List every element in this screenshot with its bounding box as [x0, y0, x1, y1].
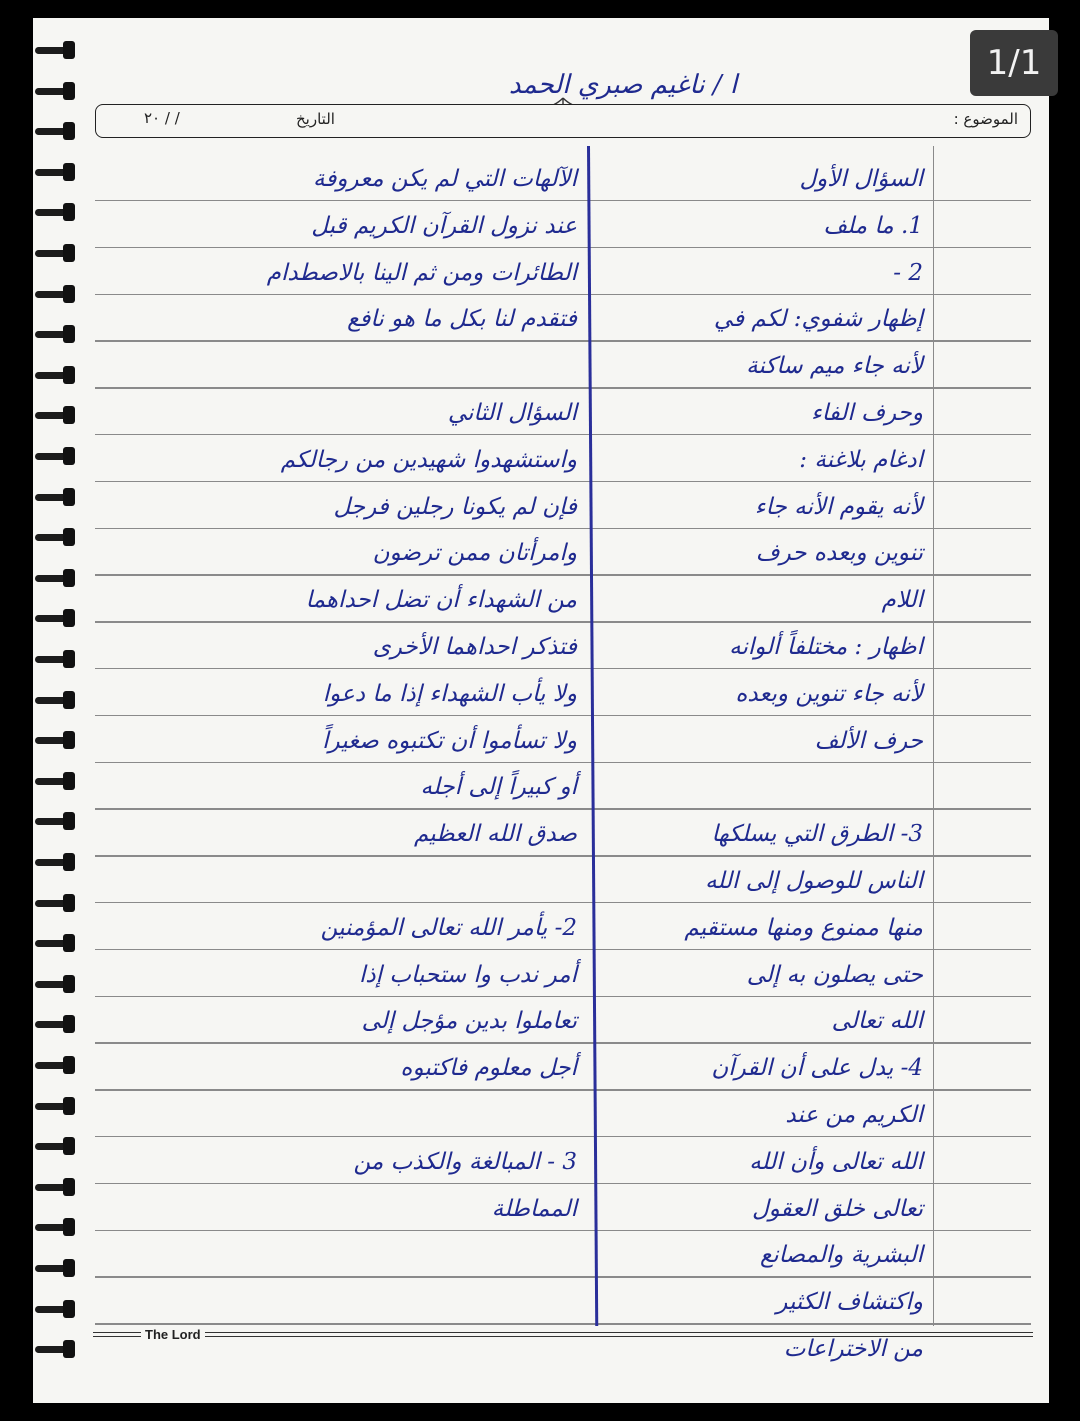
spiral-coil	[35, 282, 77, 308]
handwritten-line: الله تعالى وأن الله	[749, 1148, 923, 1175]
handwritten-line: ولا تسأموا أن تكتبوه صغيراً	[322, 727, 577, 754]
right-margin-line	[933, 146, 934, 1326]
handwritten-line: إظهار شفوي: لكم في	[713, 306, 923, 333]
handwritten-line: 2- يأمر الله تعالى المؤمنين	[320, 914, 577, 941]
spiral-coil	[35, 241, 77, 267]
spiral-coil	[35, 38, 77, 64]
spiral-coil	[35, 322, 77, 348]
date-label: التاريخ	[296, 110, 335, 128]
spiral-coil	[35, 160, 77, 186]
spiral-coil	[35, 1053, 77, 1079]
handwritten-line: وامرأتان ممن ترضون	[372, 540, 577, 567]
spiral-coil	[35, 809, 77, 835]
handwritten-line: لأنه جاء تنوين وبعده	[735, 680, 923, 707]
handwritten-line: السؤال الأول	[799, 166, 923, 192]
handwritten-line: حتى يصلون به إلى	[746, 961, 923, 988]
spiral-coil	[35, 363, 77, 389]
date-field: / / ٢٠	[144, 109, 180, 127]
spiral-coil	[35, 1215, 77, 1241]
footer-rule	[93, 1332, 141, 1337]
spiral-coil	[35, 769, 77, 795]
handwritten-line: 4- يدل على أن القرآن	[711, 1055, 923, 1082]
handwritten-line: ولا يأب الشهداء إذا ما دعوا	[322, 680, 577, 707]
handwritten-line: اللام	[881, 587, 923, 614]
handwritten-line: تنوين وبعده حرف	[755, 540, 923, 567]
spiral-coil	[35, 1134, 77, 1160]
handwritten-line: تعالى خلق العقول	[751, 1195, 923, 1222]
subject-label: الموضوع :	[953, 110, 1018, 128]
handwritten-line: 3- الطرق التي يسلكها	[711, 821, 923, 848]
spiral-coil	[35, 119, 77, 145]
spiral-coil	[35, 891, 77, 917]
handwritten-line: منها ممنوع ومنها مستقيم	[684, 914, 923, 941]
handwritten-line: البشرية والمصانع	[760, 1242, 923, 1269]
handwritten-line: الطائرات ومن ثم الينا بالاصطدام	[266, 259, 577, 286]
notebook-page	[33, 18, 1049, 1403]
spiral-coil	[35, 1337, 77, 1363]
handwritten-line: حرف الألف	[814, 727, 923, 754]
spiral-coil	[35, 931, 77, 957]
handwritten-line: وحرف الفاء	[810, 399, 923, 426]
handwritten-line	[103, 1092, 583, 1139]
handwritten-line: لأنه يقوم الأنه جاء	[754, 493, 923, 520]
spiral-coil	[35, 688, 77, 714]
spiral-coil	[35, 1256, 77, 1282]
handwritten-line: الناس للوصول إلى الله	[705, 867, 923, 894]
handwritten-line	[593, 764, 933, 811]
handwritten-line: 1. ما ملف	[823, 212, 923, 239]
spiral-coil	[35, 566, 77, 592]
spiral-coil	[35, 850, 77, 876]
handwritten-line: السؤال الثاني	[447, 399, 577, 426]
brand-label: The Lord	[145, 1326, 201, 1342]
handwritten-line: أجل معلوم فاكتبوه	[400, 1055, 577, 1082]
handwritten-line: 2 -	[893, 259, 923, 286]
handwritten-line: اظهار : مختلفاً ألوانه	[729, 633, 923, 660]
handwritten-line: المماطلة	[491, 1195, 577, 1222]
handwritten-line	[103, 858, 583, 905]
handwritten-line: ادغام بلاغنة :	[799, 446, 923, 473]
spiral-binding	[33, 38, 81, 1398]
handwritten-line: فتقدم لنا بكل ما هو نافع	[347, 306, 577, 333]
handwritten-line: فإن لم يكونا رجلين فرجل	[333, 493, 577, 520]
brand-footer	[93, 1324, 1033, 1344]
handwritten-line: تعاملوا بدين مؤجل إلى	[361, 1008, 577, 1035]
handwritten-line: عند نزول القرآن الكريم قبل	[311, 212, 577, 239]
handwritten-line	[103, 343, 583, 390]
spiral-coil	[35, 728, 77, 754]
right-answer-column	[593, 156, 933, 1373]
handwritten-line: الله تعالى	[831, 1008, 923, 1035]
handwritten-line: 3 - المبالغة والكذب من	[353, 1148, 577, 1175]
spiral-coil	[35, 444, 77, 470]
spiral-coil	[35, 1297, 77, 1323]
handwritten-line: من الاختراعات	[783, 1335, 923, 1362]
handwritten-line: لأنه جاء ميم ساكنة	[746, 353, 923, 380]
spiral-coil	[35, 403, 77, 429]
handwritten-line: صدق الله العظيم	[413, 821, 577, 848]
handwritten-line: أو كبيراً إلى أجله	[420, 774, 577, 801]
spiral-coil	[35, 606, 77, 632]
spiral-coil	[35, 1012, 77, 1038]
handwritten-line: الآلهات التي لم يكن معروفة	[313, 166, 577, 192]
header-box	[95, 104, 1031, 138]
handwritten-line: واكتشاف الكثير	[776, 1289, 923, 1316]
spiral-coil	[35, 200, 77, 226]
spiral-coil	[35, 1175, 77, 1201]
handwritten-line: واستشهدوا شهيدين من رجالكم	[280, 446, 577, 473]
page-counter: 1/1	[970, 30, 1058, 96]
spiral-coil	[35, 485, 77, 511]
left-answer-column	[103, 156, 583, 1232]
handwritten-line: الكريم من عند	[785, 1101, 923, 1128]
handwritten-line: فتذكر احداهما الأخرى	[372, 633, 577, 660]
footer-rule	[205, 1332, 1033, 1337]
spiral-coil	[35, 647, 77, 673]
student-name-note: ا / ناغيم صبري الحمد	[508, 70, 738, 100]
spiral-coil	[35, 972, 77, 998]
spiral-coil	[35, 525, 77, 551]
handwritten-line: أمر ندب وا ستحباب إذا	[359, 961, 577, 988]
handwritten-line: من الشهداء أن تضل احداهما	[305, 587, 577, 614]
spiral-coil	[35, 79, 77, 105]
spiral-coil	[35, 1094, 77, 1120]
